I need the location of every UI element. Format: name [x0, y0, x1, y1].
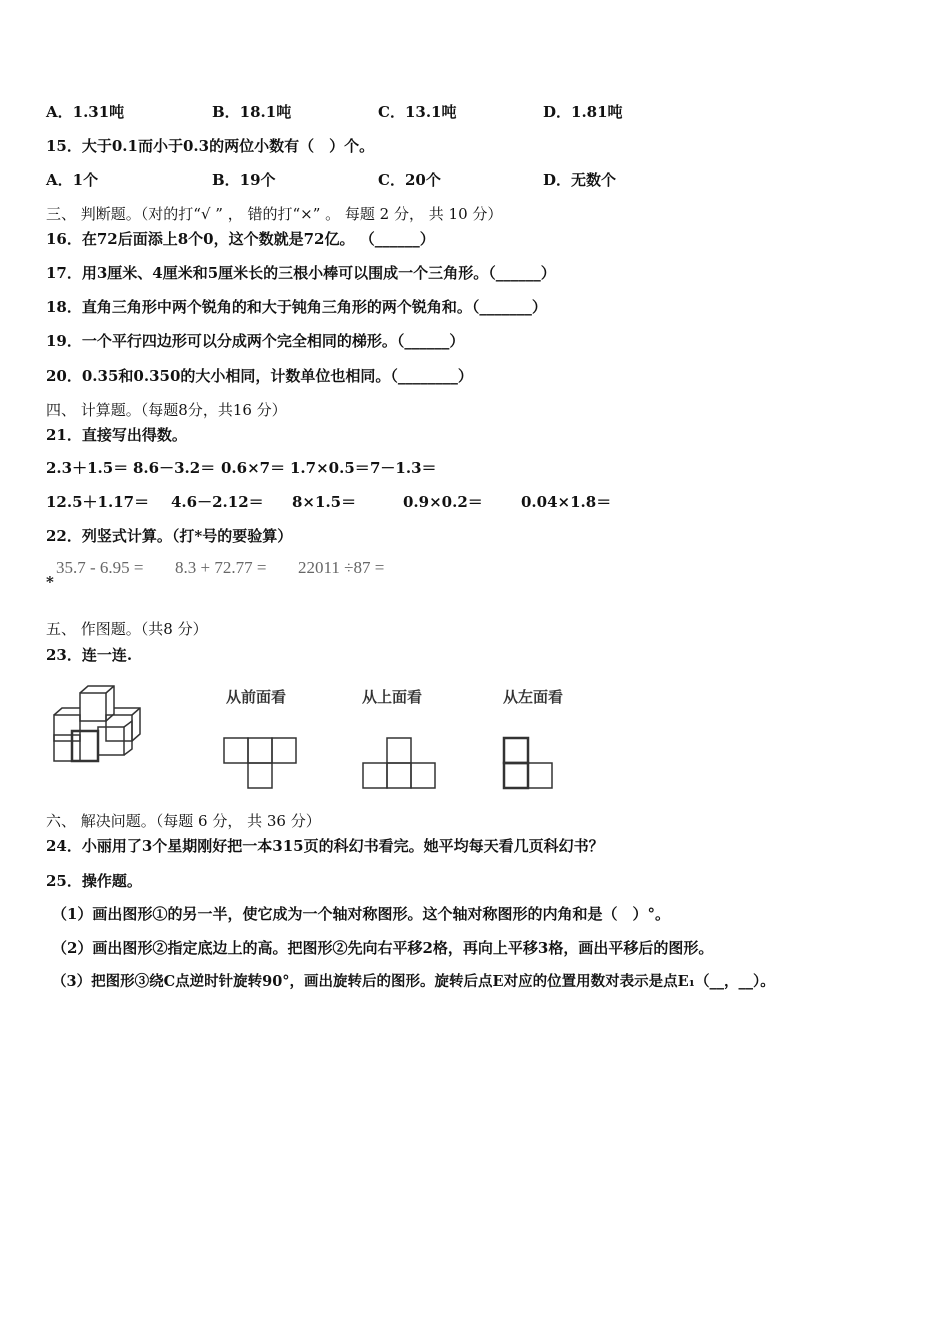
q24: 24．小丽用了3个星期刚好把一本315页的科幻书看完。她平均每天看几页科幻书？: [46, 837, 604, 855]
vertical-calc-item: 22011 ÷87 =: [298, 558, 385, 577]
section3-heading: 三、 判断题。（对的打“√ ” ， 错的打“×” 。 每题 2 分， 共 10 分）: [46, 205, 503, 223]
calc-item: 7－1.3＝: [370, 459, 437, 477]
q22-star: *: [46, 573, 54, 591]
q18: 18．直角三角形中两个锐角的和大于钝角三角形的两个锐角和。（_______）: [46, 298, 547, 316]
q17: 17．用3厘米、4厘米和5厘米长的三根小棒可以围成一个三角形。（______）: [46, 264, 556, 282]
left-view-shape: [502, 736, 558, 792]
q22-stem: 22．列竖式计算。（打*号的要验算）: [46, 527, 293, 545]
view-label-left: 从左面看: [503, 688, 564, 706]
q25-part-2: （2）画出图形②指定底边上的高。把图形②先向右平移2格，再向上平移3格，画出平移后的图形。: [52, 939, 714, 957]
calc-item: 12.5＋1.17＝: [46, 493, 150, 511]
q15-option-b: B．19个: [212, 171, 276, 189]
top-view-shape: [361, 736, 441, 792]
q15-option-d: D．无数个: [543, 171, 617, 189]
cube-stack-figure: [50, 685, 160, 767]
q15-stem: 15．大于0.1而小于0.3的两位小数有（ ）个。: [46, 137, 375, 155]
q15-option-c: C．20个: [378, 171, 441, 189]
section6-heading: 六、 解决问题。（每题 6 分， 共 36 分）: [46, 812, 321, 830]
view-label-top: 从上面看: [362, 688, 423, 706]
front-view-shape: [222, 736, 302, 792]
q25-part-1: （1）画出图形①的另一半，使它成为一个轴对称图形。这个轴对称图形的内角和是（ ）°。: [52, 905, 670, 923]
q14-option-c: C．13.1吨: [378, 103, 457, 121]
q20: 20．0.35和0.350的大小相同，计数单位也相同。（________）: [46, 367, 473, 385]
calc-item: 0.9×0.2＝: [403, 493, 483, 511]
q25-part-3: （3）把图形③绕C点逆时针旋转90°，画出旋转后的图形。旋转后点E对应的位置用数对表示是点E₁（__，__）。: [52, 973, 775, 990]
calc-item: 0.6×7＝: [221, 459, 286, 477]
calc-item: 0.04×1.8＝: [521, 493, 612, 511]
q14-option-d: D．1.81吨: [543, 103, 623, 121]
q19: 19．一个平行四边形可以分成两个完全相同的梯形。（______）: [46, 332, 465, 350]
calc-item: 8×1.5＝: [292, 493, 357, 511]
calc-item: 1.7×0.5＝: [290, 459, 370, 477]
q23-stem: 23．连一连.: [46, 646, 133, 664]
calc-item: 8.6－3.2＝: [133, 459, 216, 477]
q25-stem: 25．操作题。: [46, 872, 142, 890]
section4-heading: 四、 计算题。（每题8分，共16 分）: [46, 401, 287, 419]
q21-stem: 21．直接写出得数。: [46, 426, 187, 444]
q14-option-a: A．1.31吨: [46, 103, 125, 121]
q14-option-b: B．18.1吨: [212, 103, 292, 121]
calc-item: 4.6－2.12＝: [171, 493, 264, 511]
vertical-calc-item: 35.7 - 6.95 =: [56, 558, 144, 577]
view-label-front: 从前面看: [226, 688, 287, 706]
q15-option-a: A．1个: [46, 171, 99, 189]
section5-heading: 五、 作图题。（共8 分）: [46, 620, 208, 638]
vertical-calc-item: 8.3 + 72.77 =: [175, 558, 267, 577]
q16: 16．在72后面添上8个0，这个数就是72亿。 （______）: [46, 230, 435, 248]
calc-item: 2.3＋1.5＝: [46, 459, 129, 477]
